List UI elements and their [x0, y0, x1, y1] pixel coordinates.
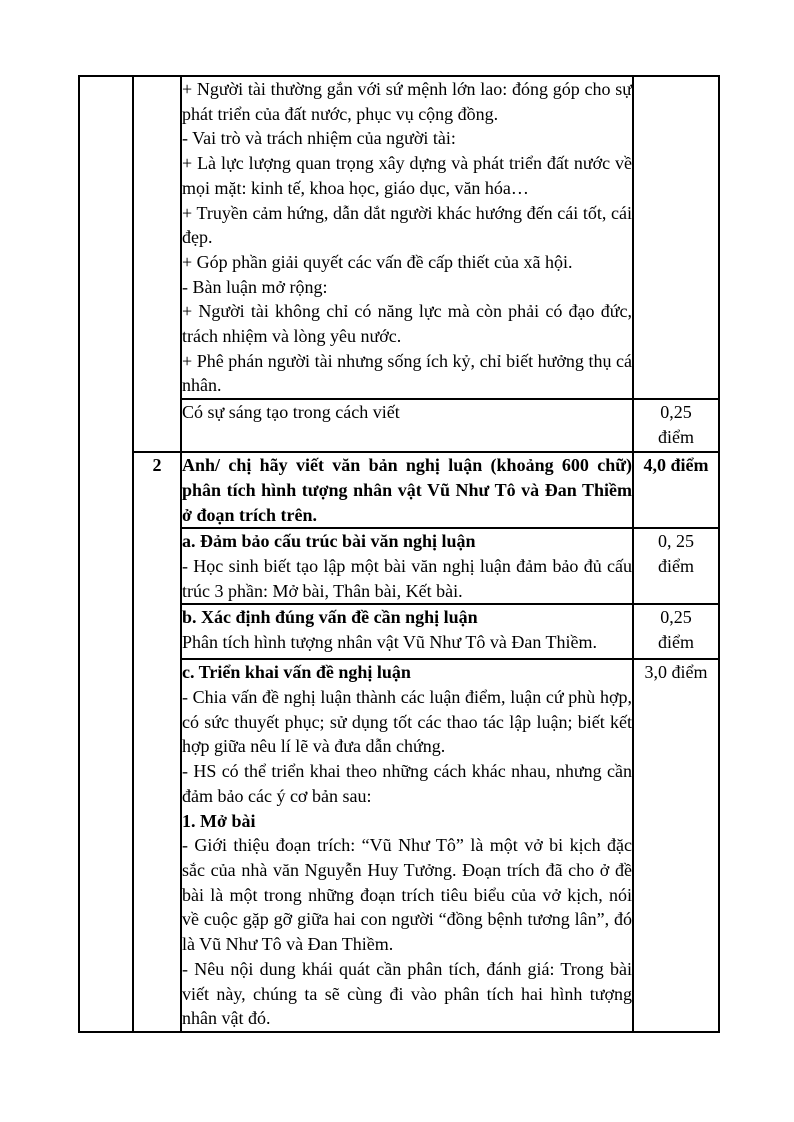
points-cell — [633, 528, 719, 604]
criteria-c-paragraph: - Chia vấn đề nghị luận thành các luận điểm, luận cứ phù hợp, có sức thuyết phục; sử dụng tốt các thao tác lập luận; biết kết hợp giữa nêu lí lẽ và đưa dẫn chứng. — [182, 687, 632, 757]
answer-paragraph: + Truyền cảm hứng, dẫn dắt người khác hướng đến cái tốt, cái đẹp. — [182, 202, 632, 248]
answer-paragraph: + Góp phần giải quyết các vấn đề cấp thiết của xã hội. — [182, 251, 573, 272]
criteria-a-content-cell — [181, 528, 633, 604]
question-number-empty-cell — [133, 76, 181, 452]
criteria-a-title: a. Đảm bảo cấu trúc bài văn nghị luận — [182, 531, 476, 552]
section-column-cell — [79, 76, 133, 1032]
answer-paragraph: + Là lực lượng quan trọng xây dựng và phát triển đất nước về mọi mặt: kinh tế, khoa học, giáo dục, văn hóa… — [182, 153, 632, 198]
answer-paragraph: - Bàn luận mở rộng: — [182, 276, 328, 297]
criteria-b-title: b. Xác định đúng vấn đề cần nghị luận — [182, 607, 478, 628]
points-value: 4,0 điểm — [643, 455, 709, 476]
question-number-cell — [133, 452, 181, 1032]
points-unit: điểm — [658, 555, 694, 576]
question2-content-cell — [181, 452, 633, 528]
creativity-text: Có sự sáng tạo trong cách viết — [182, 402, 400, 423]
points-value: 0, 25 — [658, 531, 694, 552]
answer-content-cell — [181, 76, 633, 399]
criteria-a-body: - Học sinh biết tạo lập một bài văn nghị luận đảm bảo đủ cấu trúc 3 phần: Mở bài, Thân bài, Kết bài. — [182, 555, 632, 601]
criteria-c-paragraph: - Giới thiệu đoạn trích: “Vũ Như Tô” là một vở bi kịch đặc sắc của nhà văn Nguyễn Huy Tưởng. Đoạn trích đã cho ở đề bài là một trong những đoạn trích tiêu biểu của vở kịch, nói về cuộc gặp gỡ giữa hai con người “đồng bệnh tương lân”, đó là Vũ Như Tô và Đan Thiềm. — [182, 835, 632, 955]
criteria-c-content-cell — [181, 659, 633, 1032]
criteria-c-paragraph: - Nêu nội dung khái quát cần phân tích, đánh giá: Trong bài viết này, chúng ta sẽ cùng đi vào phân tích hai hình tượng nhân vật đó. — [182, 958, 632, 1029]
question2-text: Anh/ chị hãy viết văn bản nghị luận (khoảng 600 chữ) phân tích hình tượng nhân vật Vũ Như Tô và Đan Thiềm ở đoạn trích trên. — [182, 455, 632, 525]
points-unit: điểm — [658, 632, 694, 653]
question2-row — [79, 452, 719, 528]
criteria-c-title: c. Triển khai vấn đề nghị luận — [182, 662, 411, 683]
criteria-b-content-cell — [181, 604, 633, 659]
grading-rubric-table — [78, 75, 720, 1033]
answer-paragraph: + Phê phán người tài nhưng sống ích kỷ, chỉ biết hưởng thụ cá nhân. — [182, 350, 632, 396]
points-value: 3,0 điểm — [644, 662, 708, 683]
points-unit: điểm — [658, 426, 694, 447]
points-value: 0,25 — [660, 607, 692, 628]
points-cell — [633, 659, 719, 1032]
points-empty-cell — [633, 76, 719, 399]
creativity-content-cell — [181, 399, 633, 452]
points-cell — [633, 399, 719, 452]
answer-paragraph: + Người tài thường gắn với sứ mệnh lớn lao: đóng góp cho sự phát triển của đất nước, phục vụ cộng đồng. — [182, 79, 632, 124]
answer-paragraph: + Người tài không chỉ có năng lực mà còn phải có đạo đức, trách nhiệm và lòng yêu nước. — [182, 301, 632, 347]
criteria-b-body: Phân tích hình tượng nhân vật Vũ Như Tô và Đan Thiềm. — [182, 632, 597, 653]
points-value: 0,25 — [660, 402, 692, 423]
criteria-c-paragraph: - HS có thể triển khai theo những cách khác nhau, nhưng cần đảm bảo các ý cơ bản sau: — [182, 761, 632, 806]
answer-paragraph: - Vai trò và trách nhiệm của người tài: — [182, 128, 456, 149]
question-number: 2 — [152, 455, 162, 476]
answer-row — [79, 76, 719, 399]
criteria-c-mo-bai-heading: 1. Mở bài — [182, 810, 256, 831]
points-cell — [633, 452, 719, 528]
points-cell — [633, 604, 719, 659]
